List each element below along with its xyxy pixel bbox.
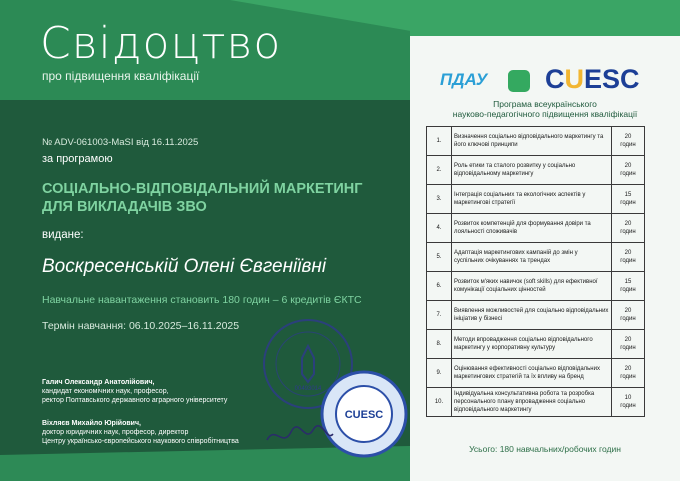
for-program-label: за програмою [42,153,113,165]
table-row [427,127,645,156]
cuesc-logo [545,64,640,95]
module-title: Виявлення можливостей для соціально відповідальних ініціатив у бізнесі [452,301,612,330]
right-top-band [410,0,680,36]
module-hours: 20 [624,337,632,343]
module-hours-unit: годин [620,171,636,177]
module-hours: 20 [624,250,632,256]
module-hours-cell [612,214,645,243]
module-hours-cell [612,272,645,301]
table-row [427,272,645,301]
table-row [427,359,645,388]
module-number: 4. [427,214,452,243]
signature-scribble [265,420,335,450]
module-hours-cell [612,330,645,359]
table-row [427,330,645,359]
module-title: Індивідуальна консультативна робота та розробка персонального плану впровадження соціально відповідального маркетингу [452,388,612,417]
issued-label: видане: [42,229,84,241]
signatory-2-position: Центру українсько-європейського наукового співробітництва [42,438,239,445]
modules-table [426,126,645,417]
module-number: 3. [427,185,452,214]
module-hours-cell [612,359,645,388]
module-title: Адаптація маркетингових кампаній до змін у суспільних очікуваннях та трендах [452,243,612,272]
total-hours: Усього: 180 навчальних/робочих годин [469,444,621,454]
module-hours: 10 [624,395,632,401]
module-hours-unit: годин [620,374,636,380]
module-number: 2. [427,156,452,185]
module-title: Розвиток компетенцій для формування довіри та лояльності споживачів [452,214,612,243]
pdau-logo: ПДАУ [440,70,488,89]
module-hours-unit: годин [620,142,636,148]
module-number: 5. [427,243,452,272]
module-hours-unit: годин [620,316,636,322]
module-hours: 20 [624,221,632,227]
cuesc-logo-c: C [545,64,565,94]
seal-code: 00493014 [294,386,322,392]
module-hours-cell [612,127,645,156]
module-hours: 20 [624,134,632,140]
module-title: Методи впровадження соціально відповідального маркетингу у корпоративну культуру [452,330,612,359]
program-caption-line1: Програма всеукраїнського [493,99,597,109]
module-number: 10. [427,388,452,417]
program-caption-line2: науково-педагогічного підвищення кваліфікації [452,109,638,119]
table-row [427,243,645,272]
signatory-2-name: Віхляєв Михайло Юрійович, [42,420,141,427]
table-row [427,156,645,185]
module-hours: 20 [624,163,632,169]
table-row [427,185,645,214]
module-hours-unit: годин [620,287,636,293]
module-number: 7. [427,301,452,330]
signatory-1-degree: кандидат економічних наук, професор, [42,388,169,395]
study-load: Навчальне навантаження становить 180 годин – 6 кредитів ЄКТС [42,294,362,306]
signatory-2 [42,419,262,446]
certificate-subtitle: про підвищення кваліфікації [42,69,200,83]
certificate-number: № ADV-061003-MaSI від 16.11.2025 [42,137,199,148]
table-row [427,301,645,330]
module-number: 1. [427,127,452,156]
program-caption [410,99,680,119]
module-number: 8. [427,330,452,359]
module-number: 6. [427,272,452,301]
signatory-1-position: ректор Полтавського державного аграрного університету [42,397,228,404]
module-title: Інтеграція соціальних та екологічних аспектів у маркетингові стратегії [452,185,612,214]
module-title: Роль етики та сталого розвитку у соціально відповідальному маркетингу [452,156,612,185]
module-hours-unit: годин [620,403,636,409]
module-hours: 15 [624,192,632,198]
leaf-icon [508,70,530,92]
program-name: СОЦІАЛЬНО-ВІДПОВІДАЛЬНИЙ МАРКЕТИНГ ДЛЯ ВИКЛАДАЧІВ ЗВО [42,181,363,215]
table-row [427,214,645,243]
module-hours-cell [612,301,645,330]
module-hours: 15 [624,279,632,285]
module-number: 9. [427,359,452,388]
module-hours-unit: годин [620,258,636,264]
signatory-1 [42,378,262,405]
module-hours-unit: годин [620,345,636,351]
cuesc-logo-rest: ESC [584,64,640,94]
module-hours-cell [612,243,645,272]
recipient-name: Воскресенській Олені Євгеніївні [42,256,327,277]
seal-cuesc-text: CUESC [344,409,384,421]
module-hours-unit: годин [620,200,636,206]
module-title: Розвиток м'яких навичок (soft skills) для ефективної комунікації соціальних цінностей [452,272,612,301]
module-hours: 20 [624,308,632,314]
signatory-1-name: Галич Олександр Анатолійович, [42,379,155,386]
module-hours-unit: годин [620,229,636,235]
module-hours-cell [612,388,645,417]
module-hours-cell [612,185,645,214]
module-hours-cell [612,156,645,185]
certificate-title: Свідоцтво [40,18,282,69]
signatory-2-degree: доктор юридичних наук, професор, директор [42,429,189,436]
module-title: Оцінювання ефективності соціально відповідальних маркетингових стратегій та їх впливу на бренд [452,359,612,388]
table-row [427,388,645,417]
module-title: Визначення соціально відповідального маркетингу та його ключові принципи [452,127,612,156]
module-hours: 20 [624,366,632,372]
cuesc-logo-u: U [564,64,584,94]
study-term: Термін навчання: 06.10.2025–16.11.2025 [42,320,240,332]
